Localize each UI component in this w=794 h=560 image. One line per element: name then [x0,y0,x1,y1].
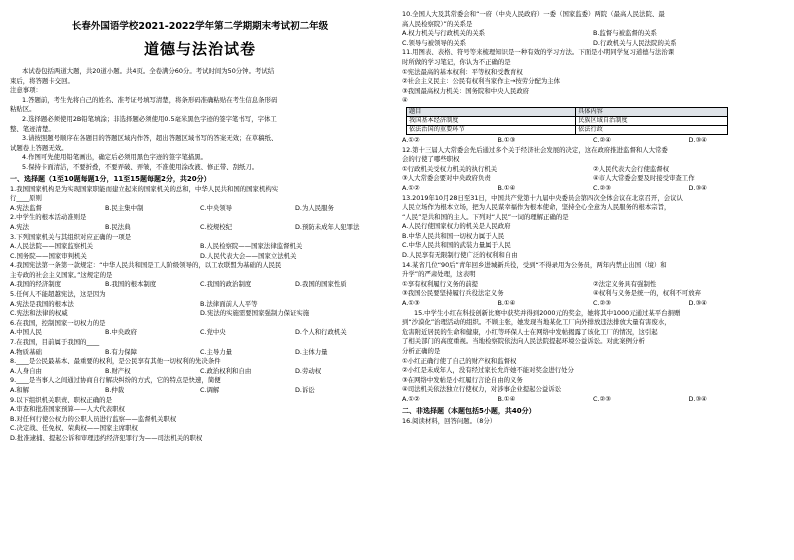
question-stem: 升学”的严肃处理，这表明 [402,270,476,279]
question-stem: 分析正确的是 [402,347,441,355]
option-a[interactable]: A.①② [402,135,420,144]
option-a[interactable]: A.宪法 [10,222,30,231]
option-a[interactable]: A.宪法监督 [10,203,42,212]
option-c[interactable]: C.我国的政治制度 [200,280,252,289]
option-d[interactable]: D.行政机关与人民法院的关系 [593,38,677,47]
statement: ①宪法最高的基本权利：平等权和受教育权 [402,67,523,76]
option-d[interactable]: D.劳动权 [295,366,322,375]
option-a[interactable]: A.物质基础 [10,347,42,356]
statement: ③我国公民要坚持履行兵役法定义务 [402,289,504,298]
question-stem: 主专政的社会主义国家。”这规定的是 [10,270,113,279]
option-b[interactable]: B.民法典 [105,222,131,231]
option-b[interactable]: B.有力保障 [105,347,137,356]
option-a[interactable]: A.审查和批准国家预算——人大代表职权 [10,405,125,414]
options-row [402,29,784,39]
statement: ④司法机关依法独立行使权力，对涉事企业提起公益诉讼 [402,385,562,394]
question-9b [10,396,390,444]
question-stem: 12.第十三届人大常委会先后通过多个关于经济社会发展的决定，这在政府推进监督和人大常委 [402,145,668,154]
option-b[interactable]: B.监督与被监督的关系 [593,29,657,38]
statement: ④市人大常委会要及时接受审查工作 [593,174,695,183]
statement: ①行政机关受权力机关的执行机关 [402,164,498,173]
statement: ②小红是未成年人，没有经过家长允许她不能对奖金进行处分 [402,366,574,375]
option-b[interactable]: B.①③ [497,135,516,144]
table-cell: 我国基本经济制度 [407,116,576,125]
option-c[interactable]: C.校规校纪 [200,222,233,231]
option-c[interactable]: C.党中央 [200,328,226,337]
table-cell: 依法治国的重要环节 [407,125,576,134]
option-c[interactable]: C.中央领导 [200,203,233,212]
question-stem: 9.____是当事人之间通过协商自行解决纠纷的方式，它的特点是快速，简便 [10,376,221,385]
question-stem: 行____原则 [10,194,42,203]
option-c[interactable]: C.②③ [593,183,611,192]
question-stem: 高人民检察院）”的关系是 [402,19,473,28]
options-row [10,252,390,262]
option-a[interactable]: A.人身自由 [10,366,42,375]
option-b[interactable]: B.①④ [497,299,516,308]
option-c[interactable]: C.中华人民共和国的武装力量属于人民 [402,241,511,250]
option-b[interactable]: B.仲裁 [105,386,125,394]
option-b[interactable]: B.财产权 [105,366,131,375]
left-column [10,10,390,558]
statement: ④ [402,96,408,105]
option-d[interactable]: D.人民享有无限制行使广泛的权利和自由 [402,251,518,260]
question-stem: 人民立场作为根本立场，把为人民谋幸福作为根本使命，坚持全心全意为人民服务的根本宗旨， [402,203,671,212]
intro-line: 3.请按照题号顺序在各题目的答题区域内作答，超出答题区域书写的答案无效；在草稿纸、 [22,134,278,143]
option-d[interactable]: D.③④ [688,394,707,403]
question-stem: 14.某省几位“90后”青年回乡进城新兵役，受到“不得录用为公务员，两年内禁止出国（境）和 [402,260,667,269]
question-stem: “人民”是共和国的主人。下列对“人民”一词的理解正确的是 [402,212,569,221]
question-7 [10,338,390,357]
option-c[interactable]: C.领导与被领导的关系 [402,38,467,47]
option-b[interactable]: B.民主集中制 [105,203,144,212]
question-11 [402,48,784,145]
intro-line: 注意事项： [10,86,42,95]
options-row [402,395,784,405]
options-row [10,386,390,396]
intro-line: 束后，将答题卡交回。 [10,76,74,85]
options-row [10,367,390,377]
table-cell: 民族区域自治制度 [576,116,728,125]
question-stem: 4.我国宪法第一条第一款规定：“中华人民共和国是工人阶级领导的，以工农联盟为基础的人民民 [10,261,282,270]
table-cell: 具体内容 [576,107,728,116]
options-row [10,300,390,310]
table-cell: 依法行政 [576,125,728,134]
question-8 [10,357,390,376]
question-13 [402,194,784,261]
question-2 [10,213,390,232]
intro-line: 试题卷上答题无效。 [10,143,68,152]
intro-line: 本试卷包括两道大题，共20道小题。共4页。全卷满分60分。考试时间为50分钟。考试结 [22,67,275,75]
table-header-row [407,107,728,116]
options-row [10,309,390,319]
question-9 [10,376,390,395]
statement: ①小红正确行使了自己的财产权和监督权 [402,356,517,365]
question-stem: 8.____是公民最基本、最重要的权利，是公民享有其他一切权利的先决条件 [10,357,221,366]
question-stem: 15.中学生小红在科技创新比赛中获奖并得到2000元的奖金，她将其中1000元通过某平台捐赠 [414,308,681,317]
option-d[interactable]: D.为人民服务 [295,203,334,212]
question-15 [402,309,784,405]
option-d[interactable]: D.诉讼 [295,386,315,394]
option-a[interactable]: A.①② [402,183,420,192]
question-stem: 9.以下组织机关职责、职权正确的是 [10,395,112,404]
option-c[interactable]: C.②③ [593,299,611,308]
table-row [407,125,728,134]
option-c[interactable]: C.宪法和法律的权威 [10,309,68,318]
right-column [402,10,784,558]
options-row [402,299,784,309]
question-stem: 会的行使了哪些职权 [402,155,460,164]
intro-line: 整、笔迹清楚。 [10,124,55,133]
question-stem: 2.中学生的根本活动准则是 [10,213,87,222]
options-row [10,242,390,252]
question-5 [10,290,390,319]
question-stem: 5.任何人不能超越宪法，这是因为 [10,290,106,299]
question-stem: 时所做的学习笔记，你认为不正确的是 [402,57,511,66]
option-b[interactable]: B.①④ [497,183,516,192]
statement: ③在网络中发帖是小红履行言论自由的义务 [402,375,523,384]
option-b[interactable]: B.中华人民共和国一切权力属于人民 [402,231,505,240]
option-a[interactable]: A.宪法是我国的根本法 [10,299,74,308]
intro-line: 5.保持卡面清洁，不要折叠，不要弄破、弄皱，不准使用涂改液、修正带、刮纸刀。 [22,162,259,171]
question-1 [10,185,390,214]
option-d[interactable]: D.宪法的实施需要国家强制力保证实施 [200,309,310,318]
question-10 [402,10,784,48]
options-row [10,348,390,358]
statements-row [402,280,784,290]
statement: ②社会主义民主：公民有权利当家作主→按劳分配为主体 [402,77,561,86]
question-16-stem: 16.阅读材料，回答问题。（8分） [402,416,497,425]
option-a[interactable]: A.中国人民 [10,328,42,337]
statement: ③人大常委会要对中央政府负责 [402,174,491,183]
option-a[interactable]: A.①③ [402,299,420,308]
question-3 [10,233,390,262]
instructions [10,67,390,173]
option-d[interactable]: D.主体力量 [295,347,328,356]
option-b[interactable]: B.对任何行使公权力的公职人员进行监察——监督机关职权 [10,414,177,423]
option-a[interactable]: A.①② [402,394,420,403]
section-1-heading: 一、选择题（1至10题每题1分，11至15题每题2分，共20分） [10,174,211,183]
option-b[interactable]: B.法律面前人人平等 [200,299,258,308]
statement: ①享有权利履行义务的前提 [402,279,479,288]
statements-row [402,289,784,299]
statement: ②法定义务具有强制性 [593,279,657,288]
options-row [10,280,390,290]
question-stem: 7.在我国，目前属于我国的____ [10,338,100,347]
question-stem: 危害附近居民的生命和健康，小红等环保人士在网络中发帖揭露了该化工厂的情况，这引起 [402,327,658,336]
question-stem: 3.下列国家机关与其组织对应正确的一项是 [10,232,132,241]
statement: ③我国最高权力机关：国务院和中央人民政府 [402,86,530,95]
question-14 [402,261,784,309]
option-c[interactable]: C.②④ [593,135,611,144]
option-b[interactable]: B.①④ [497,394,516,403]
statements-row [402,165,784,175]
options-row [10,328,390,338]
option-d[interactable]: D.人民代表大会——国家立法机关 [200,251,297,260]
option-a[interactable]: A.人民行使国家权力的机关是人民政府 [402,222,511,231]
option-a[interactable]: A.我国的经济制度 [10,280,62,289]
question-6 [10,319,390,338]
option-c[interactable]: C.主导力量 [200,347,233,356]
option-b[interactable]: B.我国的根本制度 [105,280,157,289]
options-row [10,223,390,233]
option-c[interactable]: C.决定战、任免权、荣典权——国家主席职权 [10,424,138,433]
intro-line: 粘贴区。 [10,105,36,114]
option-d[interactable]: D.③④ [688,135,707,144]
option-b[interactable]: B.人民检察院——国家法律监督机关 [200,242,303,251]
table-cell: 题目 [407,107,576,116]
option-a[interactable]: A.人民法院——国家监察机关 [10,242,93,251]
option-a[interactable]: A.权力机关与行政机关的关系 [402,29,485,38]
question-12 [402,146,784,194]
option-c[interactable]: C.政治权利和自由 [200,366,252,375]
exam-title: 长春外国语学校2021-2022学年第二学期期末考试初二年级 [71,21,329,32]
options-row [10,204,390,214]
question-stem: 到“沙漠化”治理活动的组织。不顾主张，她发现当地某化工厂向外排放违法排放大量有害废水， [402,318,671,327]
question-stem: 了相关部门的高度重视。当地检察院依法向人民法院提起环境公益诉讼。对此案例分析 [402,337,645,346]
option-d[interactable]: D.③④ [688,299,707,308]
options-row [402,39,784,49]
statements-row [402,174,784,184]
question-4 [10,261,390,290]
option-b[interactable]: B.中央政府 [105,328,137,337]
option-d[interactable]: D.个人和行政机关 [295,328,347,337]
option-d[interactable]: D.预防未成年人犯罪法 [295,222,360,231]
option-d[interactable]: D.我国的国家性质 [295,280,347,289]
question-stem: 6.在我国，控制国家一切权力的是 [10,318,106,327]
subject-title: 道德与法治试卷 [143,40,256,58]
option-d[interactable]: D.③④ [688,183,707,192]
question-stem: 1.我国国家机构是为实现国家职能而建立起来的国家机关的总和，中华人民共和国的国家机构实 [10,184,279,193]
statement: ②人民代表大会行使监督权 [593,164,670,173]
notes-table [406,107,728,135]
section-2-heading: 二、非选择题（本题包括5小题，共40分） [402,406,536,415]
intro-line: 4.作图可先使用铅笔画出，确定后必须用黑色字迹的签字笔描黑。 [22,153,208,162]
question-stem: 10.全国人大及其常委会和“一府（中央人民政府）一委（国家监委）两院（最高人民法院、最 [402,10,665,18]
question-stem: 11.用图表、表格、符号等来梳理知识是一种有效的学习方法。下面是小明同学复习道德与法治课 [402,48,675,57]
option-a[interactable]: A.和解 [10,386,30,394]
options-row [402,184,784,194]
question-stem: 13.2019年10月28日至31日，中国共产党第十九届中央委员会第四次全体会议在北京召开，会议认 [402,193,683,202]
options-row [402,136,784,146]
intro-line: 1.答题前，考生先将自己的姓名、准考证号填写清楚，将条形码准确粘贴在考生信息条形码 [22,95,278,104]
table-row [407,116,728,125]
option-d[interactable]: D.批准逮捕、提起公诉和审理违约经济犯罪行为——司法机关的职权 [10,433,203,442]
statement: ④权利与义务是统一的，权利不可放弃 [593,289,701,298]
option-c[interactable]: C.②③ [593,394,611,403]
option-c[interactable]: C.国务院——国家审判机关 [10,251,87,260]
option-c[interactable]: C.调解 [200,386,220,394]
intro-line: 2.选择题必须使用2B铅笔填涂；非选择题必须使用0.5毫米黑色字迹的签字笔书写，字体工 [22,114,277,123]
